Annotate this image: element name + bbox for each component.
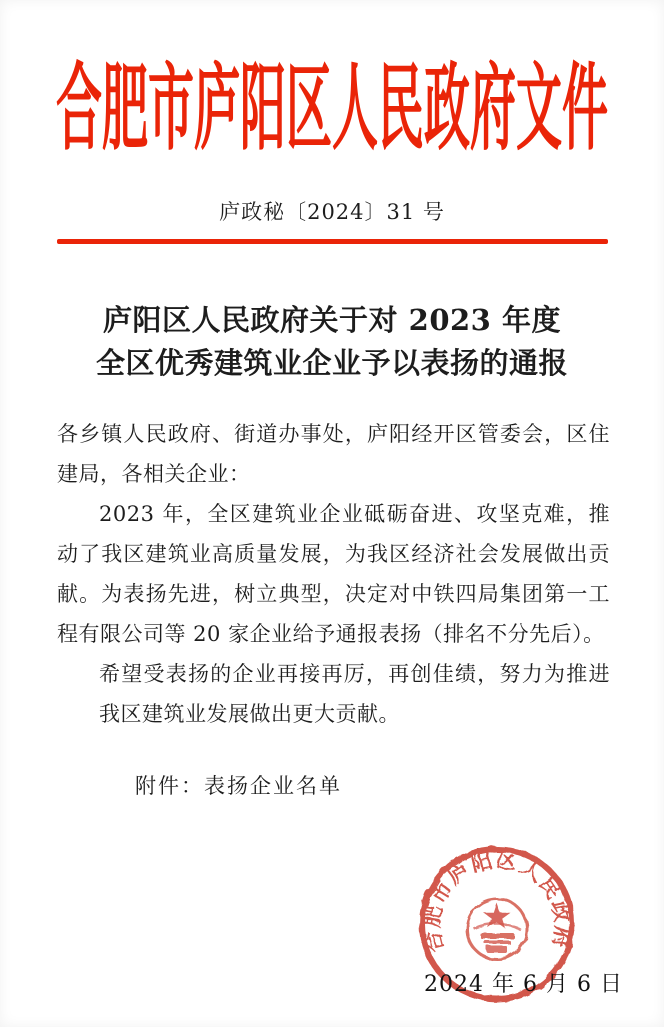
issue-date: 2024 年 6 月 6 日 [424,972,623,997]
national-emblem-icon [467,899,527,959]
document-title [30,299,634,385]
seal-text: 合肥市庐阳区人民政府 [418,846,576,956]
body-paragraph-2: 希望受表扬的企业再接再厉，再创佳绩，努力为推进我区建筑业发展做出更大贡献。 [99,662,610,726]
body-paragraph-1: 2023 年，全区建筑业企业砥砺奋进、攻坚克难，推动了我区建筑业高质量发展，为我区经济社会发展做出贡献。为表扬先进，树立典型，决定对中铁四局集团第一工程有限公司等 20 家企业给予通报表扬（排名不分先后）。 [57,502,610,646]
letterhead-title: 合肥市庐阳区人民政府文件 [56,52,608,164]
document-body [57,414,610,734]
document-title-line2: 全区优秀建筑业企业予以表扬的通报 [95,346,568,380]
salutation: 各乡镇人民政府、街道办事处，庐阳经开区管委会，区住建局，各相关企业： [57,422,610,486]
red-divider-line [57,239,608,244]
document-title-line1: 庐阳区人民政府关于对 2023 年度 [103,303,561,337]
svg-text:合肥市庐阳区人民政府 [418,847,576,956]
document-number: 庐政秘〔2024〕31 号 [219,200,445,224]
attachment-note: 附件：表扬企业名单 [135,774,342,798]
